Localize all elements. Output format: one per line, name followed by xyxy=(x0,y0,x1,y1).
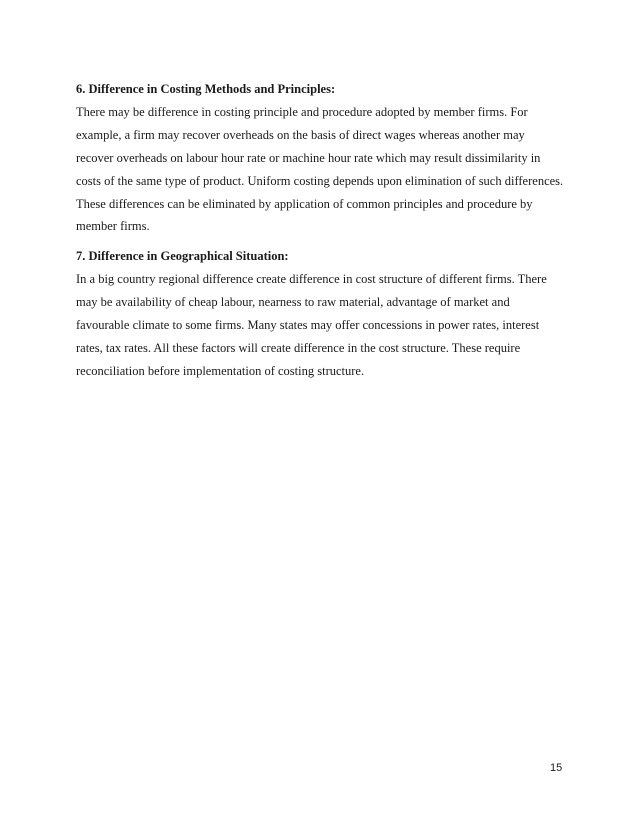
section-7-line-2: may be availability of cheap labour, nearness to raw material, advantage of market and xyxy=(76,295,510,309)
section-7-heading: 7. Difference in Geographical Situation: xyxy=(76,249,289,263)
section-6-heading: 6. Difference in Costing Methods and Principles: xyxy=(76,82,336,96)
section-7-line-5: reconciliation before implementation of costing structure. xyxy=(76,364,365,378)
section-6-line-5: These differences can be eliminated by application of common principles and procedure by xyxy=(76,197,533,211)
section-7-line-1: In a big country regional difference create difference in cost structure of different firms. There xyxy=(76,272,547,286)
section-7-line-4: rates, tax rates. All these factors will create difference in the cost structure. These require xyxy=(76,341,521,355)
section-7-line-3: favourable climate to some firms. Many states may offer concessions in power rates, interest xyxy=(76,318,540,332)
section-6-line-4: costs of the same type of product. Uniform costing depends upon elimination of such differences. xyxy=(76,174,564,188)
section-6-line-1: There may be difference in costing principle and procedure adopted by member firms. For xyxy=(76,105,528,119)
section-6-line-6: member firms. xyxy=(76,219,150,233)
section-6-line-2: example, a firm may recover overheads on the basis of direct wages whereas another may xyxy=(76,128,525,142)
section-6-line-3: recover overheads on labour hour rate or machine hour rate which may result dissimilarity in xyxy=(76,151,541,165)
page-number: 15 xyxy=(550,762,563,774)
